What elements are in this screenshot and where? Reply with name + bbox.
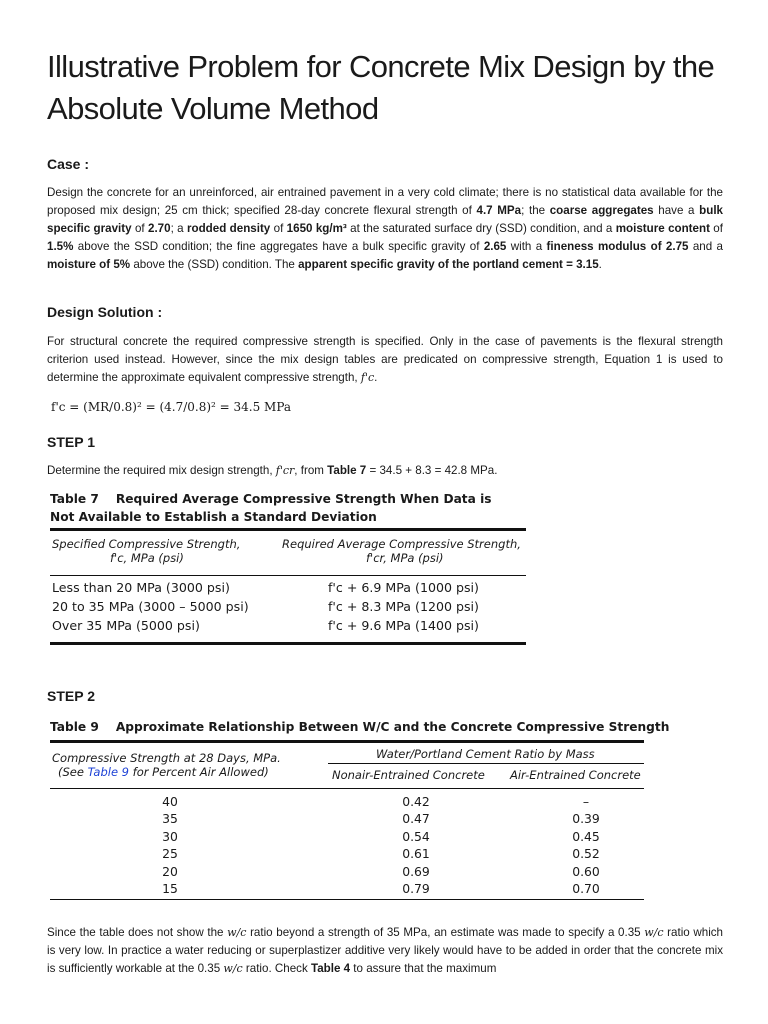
closing-paragraph: Since the table does not show the w/c ratio beyond a strength of 35 MPa, an estimate was made to specify a 0.35 w/c ratio which is very low. In practice a water reducing or superplastizer additive very likely would have to be added in order that the concrete mix is sufficiently workable at the 0.35 w/c ratio. Check Table 4 to assure that the maximum bbox=[47, 926, 724, 975]
table7-req-cell: f'c + 8.3 MPa (1200 psi) bbox=[328, 599, 479, 614]
table7-spec-cell: 20 to 35 MPa (3000 – 5000 psi) bbox=[52, 599, 249, 614]
design-solution-paragraph: For structural concrete the required compressive strength is specified. Only in the case of pavements is the flexural strength criterion used instead. However, since the mix design tables are predicated on compressive strength, Equation 1 is used to determine the approximate equivalent compressive strength, f'c. bbox=[47, 335, 723, 384]
table9-caption: Table 9 Approximate Relationship Between W/C and the Concrete Compressive Strength bbox=[50, 720, 670, 734]
table9-link[interactable]: Table 9 bbox=[87, 765, 130, 779]
table7-req-cell: f'c + 6.9 MPa (1000 psi) bbox=[328, 580, 479, 595]
table9-nonair-cell: 0.61 bbox=[402, 846, 430, 862]
table9-nonair-cell: 0.42 bbox=[402, 794, 430, 809]
table9-air-cell: 0.45 bbox=[572, 828, 600, 844]
table7-req-cell: f'c + 9.6 MPa (1400 psi) bbox=[328, 618, 479, 633]
flexural-formula: f'c = (MR/0.8)² = (4.7/0.8)² = 34.5 MPa bbox=[51, 400, 292, 414]
table7-top-rule bbox=[50, 528, 526, 531]
table7-caption-line2: Not Available to Establish a Standard Deviation bbox=[50, 510, 377, 524]
table9-nonair-cell: 0.47 bbox=[402, 811, 430, 827]
table7-bottom-rule bbox=[50, 642, 526, 645]
step1-paragraph: Determine the required mix design strength, f'cr, from Table 7 = 34.5 + 8.3 = 42.8 MPa. bbox=[47, 464, 498, 477]
table7-col2-header: Required Average Compressive Strength, f'cr, MPa (psi) bbox=[282, 537, 521, 565]
table7-caption-line1: Table 7 Required Average Compressive Strength When Data is bbox=[50, 492, 492, 506]
table9-nonair-cell: 0.54 bbox=[402, 828, 430, 844]
table9-strength-cell: 20 bbox=[162, 863, 178, 879]
table-9 bbox=[50, 718, 670, 900]
table7-spec-cell: Less than 20 MPa (3000 psi) bbox=[52, 580, 230, 595]
design-solution-heading: Design Solution : bbox=[47, 304, 163, 320]
case-heading: Case : bbox=[47, 156, 90, 172]
table9-strength-cell: 40 bbox=[162, 794, 178, 809]
table9-strength-cell: 25 bbox=[162, 846, 178, 862]
table9-bottom-rule bbox=[50, 899, 644, 900]
table9-nonair-cell: 0.79 bbox=[402, 881, 430, 896]
table9-col1-header: Compressive Strength at 28 Days, MPa. (See Table 9 for Percent Air Allowed) bbox=[52, 751, 281, 779]
table9-air-cell: – bbox=[582, 794, 590, 809]
step2-heading: STEP 2 bbox=[47, 688, 95, 704]
table7-header-rule bbox=[50, 575, 526, 576]
table9-air-cell: 0.60 bbox=[572, 863, 600, 879]
table7-spec-cell: Over 35 MPa (5000 psi) bbox=[52, 618, 200, 633]
table9-strength-cell: 15 bbox=[162, 881, 178, 896]
table9-air-cell: 0.70 bbox=[572, 881, 600, 896]
table9-top-rule bbox=[50, 740, 644, 743]
page-title: Illustrative Problem for Concrete Mix Design by the Absolute Volume Method bbox=[47, 49, 715, 126]
table9-sub-air: Air-Entrained Concrete bbox=[510, 768, 641, 782]
table9-group-header: Water/Portland Cement Ratio by Mass bbox=[376, 747, 595, 761]
table9-strength-cell: 30 bbox=[162, 828, 178, 844]
table9-header-rule bbox=[50, 788, 644, 789]
table9-sub-nonair: Nonair-Entrained Concrete bbox=[332, 768, 485, 782]
table9-air-cell: 0.39 bbox=[572, 811, 600, 827]
table9-strength-cell: 35 bbox=[162, 811, 178, 827]
table9-air-cell: 0.52 bbox=[572, 846, 600, 862]
table-7 bbox=[50, 490, 526, 645]
table9-group-rule bbox=[328, 763, 644, 764]
case-paragraph: Design the concrete for an unreinforced, air entrained pavement in a very cold climate; there is no statistical data available for the proposed mix design; 25 cm thick; specified 28-day concrete flexural strength of 4.7 MPa; the coarse aggregates have a bulk specific gravity of 2.70; a rodded density of 1650 kg/m³ at the saturated surface dry (SSD) condition, and a moisture content of 1.5% above the SSD condition; the fine aggregates have a bulk specific gravity of 2.65 with a fineness modulus of 2.75 and a moisture of 5% above the (SSD) condition. The apparent specific gravity of the portland cement = 3.15. bbox=[47, 186, 723, 271]
table9-nonair-cell: 0.69 bbox=[402, 863, 430, 879]
step1-heading: STEP 1 bbox=[47, 434, 95, 450]
table7-col1-header: Specified Compressive Strength, f'c, MPa (psi) bbox=[52, 537, 241, 565]
